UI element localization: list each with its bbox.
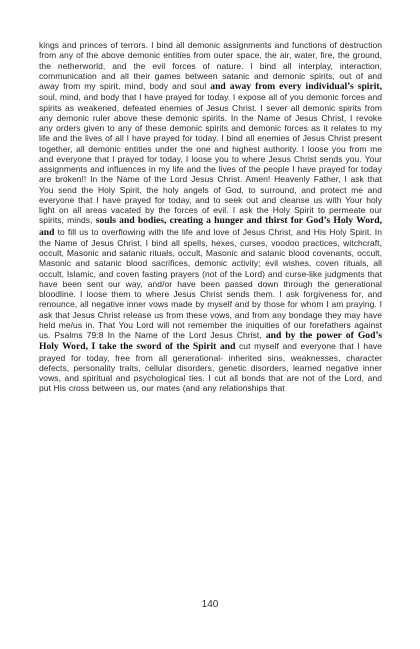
text-segment: to fill us to overflowing with the life and love of Jesus Christ, and His Holy Spirit. In the Name of Jesus Christ, I bind all spells, hexes, curses, voodoo practices, witchcraft, occult, Masonic and satanic rituals, occult, Masonic and satanic blood covenants, occult, Masonic and satanic blood sacrifices, demonic activity; evil wishes, coven rituals, all occult, Islamic, and coven fasting prayers (not of the Lord) and curse-like judgments that have been sent our way, and/or have been passed down through the generational bloodline. I loose them to where Jesus Christ sends them. I ask forgiveness for, and renounce, all negative inner vows made by myself and by those for whom I am praying. I ask that Jesus Christ release us from these vows, and from any bondage they may have held me/us in. That You Lord will not remember the iniquities of our forefathers against us. Psalms 79:8 In the Name of the Lord Jesus Christ,	[39, 226, 382, 340]
emphasized-text-segment: and away from every individual’s spirit,	[210, 81, 382, 92]
emphasized-text-segment: and by the power of God’s Holy Word, I take the sword of the Spirit and	[39, 330, 382, 353]
text-segment: kings and princes of terrors. I bind all demonic assignments and functions of destruction from any of the above demonic entities from outer space, the air, water, fire, the ground, the netherworld, and the evil forces of nature. I bind all interplay, interaction, communication and all their games between satanic and demonic spirits, out of and away from my spirit, mind, body and soul	[39, 40, 382, 91]
text-segment: soul, mind, and body that I have prayed for today. I expose all of you demonic forces and spirits as weakened, defeated enemies of Jesus Christ. I sever all demonic spirits from any demonic ruler above these demonic spirits. In the Name of Jesus Christ, I revoke any orders given to any of these demonic spirits and demonic forces as it relates to my life and the lives of all I have prayed for today. I bind all enemies of Jesus Christ present together, all demonic entities under the one and highest authority. I loose you from me and everyone that I prayed for today, I loose you to where Jesus Christ sends you. Your assignments and influences in my life and the lives of the people I have prayed for today are broken!! In the Name of the Lord Jesus Christ. Amen! Heavenly Father, I ask that You send the Holy Spirit, the holy angels of God, to surround, and protect me and everyone that I have prayed for today, and to seek out and cleanse us with Your holy light on all areas vacated by the forces of evil. I ask the Holy Spirit to permeate our spirits, minds,	[39, 92, 382, 226]
emphasized-text-segment: souls and bodies, creating a hunger and thirst for God’s Holy Word, and	[39, 215, 382, 238]
body-text	[39, 40, 382, 394]
page-number: 140	[201, 599, 219, 610]
text-segment: cut myself and everyone that I have prayed for today, free from all generational- inherited sins, weaknesses, character defects, personality traits, cellular disorders, genetic disorders, learned negative inner vows, and spiritual and psychological ties. I cut all bonds that are not of the Lord, and put His cross between us, our mates (and any relationships that	[39, 341, 382, 394]
